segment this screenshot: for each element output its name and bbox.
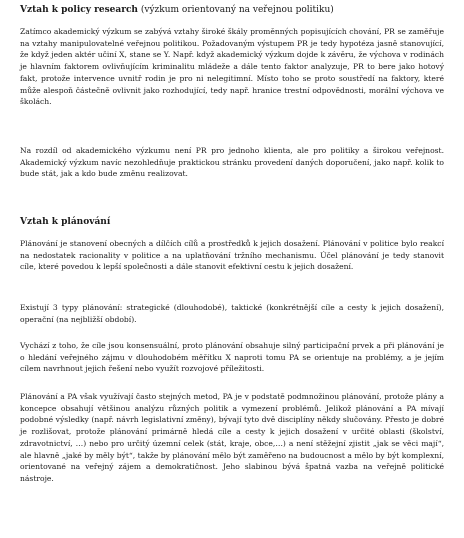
paragraph: Vychází z toho, že cíle jsou konsensuální, proto plánování obsahuje silný participační prvek a při plánování je o hledání veřejného zájmu v dlouhodobém měřítku X naproti tomu PA se orientuje na problémy, a je jejím cílem navrhnout jejich řešení nebo využít rozvojové příležitosti. bbox=[20, 341, 444, 374]
section-subtitle: (výzkum orientovaný na veřejnou politiku) bbox=[140, 5, 334, 15]
paragraph: Na rozdíl od akademického výzkumu není PR pro jednoho klienta, ale pro politiky a širokou veřejnost. Akademický výzkum navíc nezohledňuje praktickou stránku provedení daných doporučení, jako např. kolik to bude stát, jak a kdo bude změnu realizovat. bbox=[20, 146, 444, 179]
paragraph: Plánování je stanovení obecných a dílčích cílů a prostředků k jejich dosažení. Plánování v politice bylo reakcí na nedostatek racionality v politice a na uplatňování tržního mechanismu. Účel plánování je tedy stanovit cíle, které povedou k lepší společnosti a dále stanovit efektivní cestu k jejich dosažení. bbox=[20, 239, 444, 272]
paragraph: Plánování a PA však využívají často stejných metod, PA je v podstatě podmnožinou plánování, protože plány a koncepce obsahují většinou analýzu různých politik a vymezení problémů. Jelikož plánování a PA mívají podobné výsledky (např. návrh legislativní změny), bývají tyto dvě disciplíny někdy slučovány. Přesto je dobré je rozlišovat, protože plánování primárně hledá cíle a cesty k jejich dosažení v určité oblasti (školství, zdravotnictví, …) nebo pro určitý územní celek (stát, kraje, obce,…) a není stěžejní zjistit „jak se věci mají“, ale hlavně „jaké by měly být“, takže by plánování mělo být zaměřeno na budoucnost a mělo by být komplexní, orientované na veřejný zájem a demokratičnost. Jeho slabinou bývá špatná vazba na veřejně politické nástroje. bbox=[20, 392, 444, 483]
section-title: Vztah k policy research bbox=[20, 5, 138, 15]
section-heading-policy-research bbox=[20, 4, 334, 16]
paragraph: Zatímco akademický výzkum se zabývá vztahy široké škály proměnných popisujících chování, PR se zaměřuje na vztahy manipulovatelné veřejnou politikou. Požadovaným výstupem PR je tedy hypotéza jasně stanovující, že když jeden aktér učiní X, stane se Y. Např. když akademický výzkum dojde k závěru, že výchova v rodinách je hlavním faktorem ovlivňujícím kriminalitu mládeže a dále tento faktor analyzuje, PR to bere jako hotový fakt, protože intervence uvnitř rodin je pro ni nelegitimní. Místo toho se proto soustředí na faktory, které může alespoň částečně ovlivnit jako rozhodující, tedy např. hranice trestní odpovědnosti, morální výchova ve školách. bbox=[20, 27, 444, 107]
paragraph: Existují 3 typy plánování: strategické (dlouhodobé), taktické (konkrétnější cíle a cesty k jejich dosažení), operační (na nejbližší období). bbox=[20, 303, 444, 324]
section-title: Vztah k plánování bbox=[20, 217, 111, 227]
section-heading-planovani bbox=[20, 216, 110, 228]
